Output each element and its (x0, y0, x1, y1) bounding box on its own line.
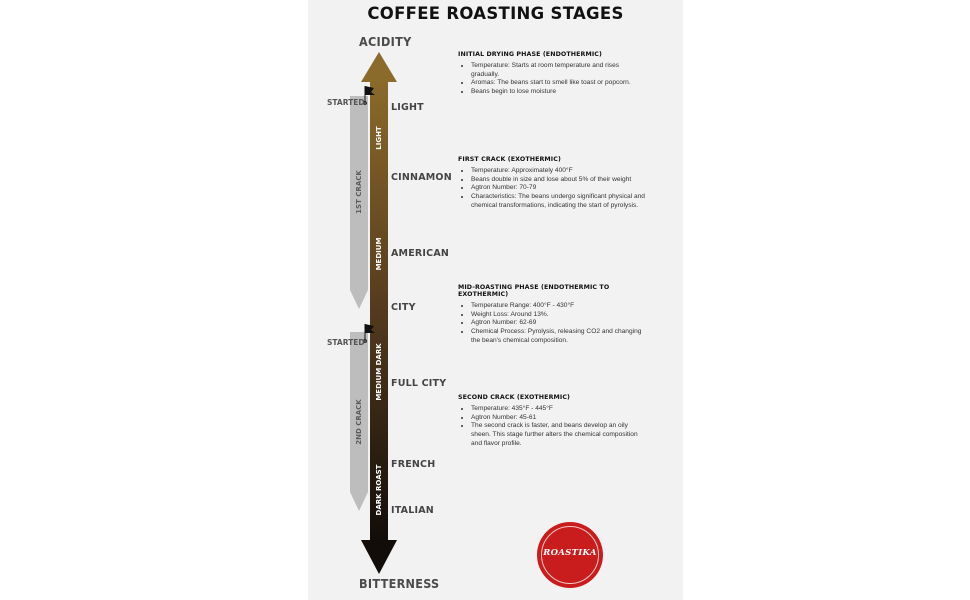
bullet-item: • Weight Loss: Around 13%. (471, 311, 648, 320)
page-title: COFFEE ROASTING STAGES (367, 4, 624, 23)
bullet-item: • Temperature: Approximately 400°F (471, 167, 648, 176)
stage-city: CITY (391, 302, 416, 313)
bullet-item: • Agtron Number: 70-79 (471, 184, 648, 193)
stage-american: AMERICAN (391, 248, 450, 259)
section-heading: INITIAL DRYING PHASE (ENDOTHERMIC) (458, 51, 602, 58)
arrow-up-head (361, 52, 397, 82)
bullet-item: • The second crack is faster, and beans develop an oily sheen. This stage further alters the chemical composition and flavor profile. (471, 422, 648, 448)
section-heading: FIRST CRACK (EXOTHERMIC) (458, 156, 561, 163)
bullet-item: • Beans double in size and lose about 5% of their weight (471, 176, 648, 185)
roast-level-medium: MEDIUM (375, 237, 383, 271)
bullet-item: • Agtron Number: 62-69 (471, 319, 648, 328)
roast-level-medium-dark: MEDIUM DARK (375, 343, 383, 401)
infographic-panel (308, 0, 683, 600)
section-mid-roasting (458, 284, 648, 346)
bullet-item: • Temperature: 435°F - 445°F (471, 405, 648, 414)
stage-french: FRENCH (391, 459, 436, 470)
section-initial-drying (458, 51, 648, 97)
bullet-item: • Temperature: Starts at room temperature and rises gradually. (471, 62, 648, 79)
section-first-crack (458, 156, 648, 211)
started-label: STARTED (327, 338, 365, 347)
roast-level-dark-roast: DARK ROAST (375, 464, 383, 516)
stage-light: LIGHT (391, 102, 424, 113)
section-heading: SECOND CRACK (EXOTHERMIC) (458, 394, 571, 401)
bullet-item: • Chemical Process: Pyrolysis, releasing CO2 and changing the bean's chemical composition. (471, 328, 648, 345)
bitterness-label: BITTERNESS (359, 576, 440, 591)
stage-cinnamon: CINNAMON (391, 172, 452, 183)
bullet-item: • Characteristics: The beans undergo significant physical and chemical transformations, indicating the start of pyrolysis. (471, 193, 648, 210)
first-crack-label: 1ST CRACK (355, 170, 363, 214)
second-crack-label: 2ND CRACK (355, 399, 363, 445)
stage-full-city: FULL CITY (391, 378, 447, 389)
logo-text: ROASTIKA (543, 548, 597, 558)
roastika-logo (537, 522, 603, 588)
section-second-crack (458, 394, 648, 449)
section-heading: MID-ROASTING PHASE (ENDOTHERMIC TO EXOTHERMIC) (458, 284, 610, 298)
started-label: STARTED (327, 98, 365, 107)
acidity-label: ACIDITY (359, 34, 412, 49)
bullet-item: • Aromas: The beans start to smell like toast or popcorn. (471, 79, 648, 88)
bullet-item: • Temperature Range: 400°F - 430°F (471, 302, 648, 311)
bullet-item: • Beans begin to lose moisture (471, 88, 648, 97)
bullet-item: • Agtron Number: 45-61 (471, 414, 648, 423)
stage-italian: ITALIAN (391, 505, 434, 516)
roast-level-light: LIGHT (375, 126, 383, 150)
arrow-down-head (361, 540, 397, 574)
